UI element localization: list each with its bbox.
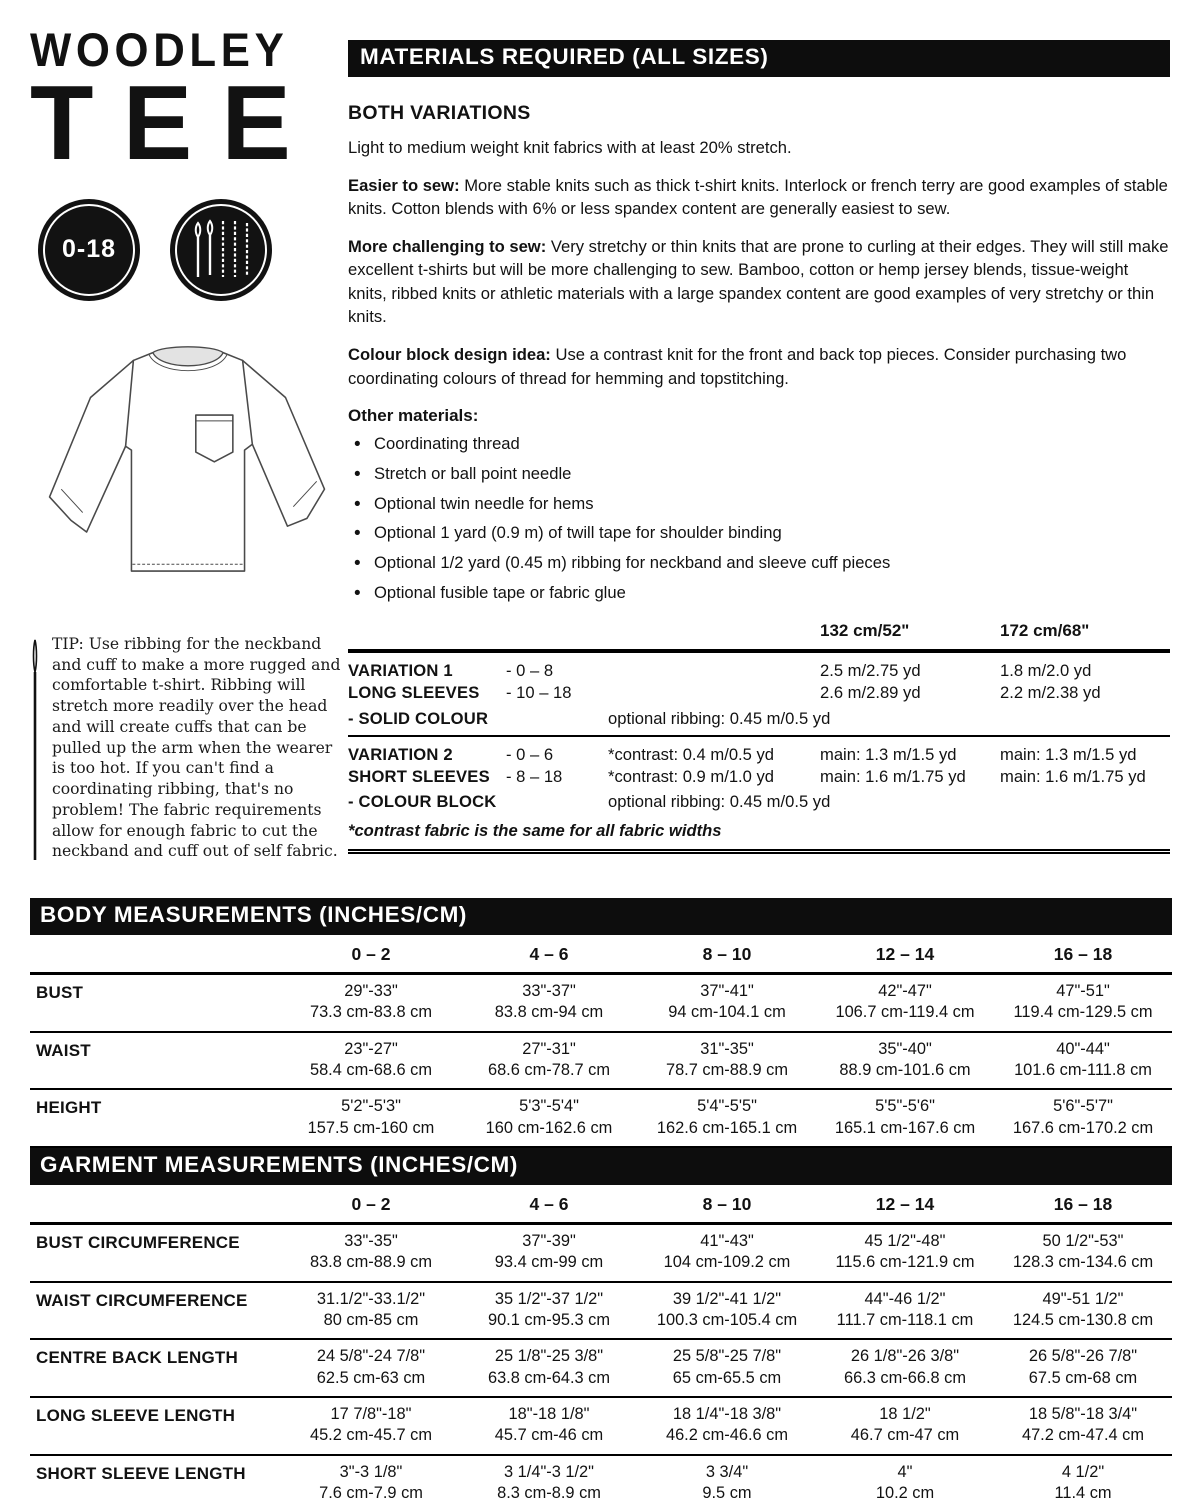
list-item: • Stretch or ball point needle <box>374 464 1170 485</box>
table-cell: 18"-18 1/8" 45.7 cm-46 cm <box>494 1404 604 1445</box>
column-header: 12 – 14 <box>875 1194 935 1214</box>
table-row-bust-circumference <box>30 1225 1172 1283</box>
garment-measurements-section <box>30 1148 1172 1500</box>
variation2-172-a: main: 1.3 m/1.5 yd <box>1000 745 1137 765</box>
variation2-block <box>348 735 1170 819</box>
list-item: • Optional 1 yard (0.9 m) of twill tape for shoulder binding <box>374 523 1170 544</box>
variation1-name: VARIATION 1 <box>348 661 453 681</box>
row-label: SHORT SLEEVE LENGTH <box>36 1463 246 1483</box>
row-label: BUST CIRCUMFERENCE <box>36 1233 240 1252</box>
table-cell: 5'6"-5'7" 167.6 cm-170.2 cm <box>1012 1097 1154 1137</box>
table-cell: 23"-27" 58.4 cm-68.6 cm <box>309 1039 433 1079</box>
colour-label: Colour block design idea: <box>348 344 551 364</box>
row-label: HEIGHT <box>36 1098 102 1118</box>
column-header: 12 – 14 <box>875 944 935 964</box>
body-measurements-header-row <box>30 935 1172 975</box>
table-cell: 33"-37" 83.8 cm-94 cm <box>494 982 604 1022</box>
table-cell: 42"-47" 106.7 cm-119.4 cm <box>835 982 975 1022</box>
table-cell: 5'5"-5'6" 165.1 cm-167.6 cm <box>834 1097 976 1137</box>
table-cell: 17 7/8"-18" 45.2 cm-45.7 cm <box>309 1404 433 1445</box>
table-cell: 31.1/2"-33.1/2" 80 cm-85 cm <box>316 1289 426 1329</box>
table-cell: 35"-40" 88.9 cm-101.6 cm <box>839 1039 971 1079</box>
table-cell: 25 1/8"-25 3/8" 63.8 cm-64.3 cm <box>487 1347 611 1387</box>
table-cell: 18 1/4"-18 3/8" 46.2 cm-46.6 cm <box>665 1404 789 1445</box>
sewing-needles-icon <box>186 215 256 285</box>
table-row-waist <box>30 1033 1172 1091</box>
column-header: 0 – 2 <box>351 944 391 964</box>
table-cell: 25 5/8"-25 7/8" 65 cm-65.5 cm <box>672 1347 782 1387</box>
variation1-ribbing: optional ribbing: 0.45 m/0.5 yd <box>608 708 831 728</box>
challenging-label: More challenging to sew: <box>348 236 547 256</box>
variation1-132-a: 2.5 m/2.75 yd <box>820 661 921 681</box>
row-label: WAIST CIRCUMFERENCE <box>36 1290 248 1310</box>
table-cell: 3 3/4" 9.5 cm <box>702 1462 752 1500</box>
table-cell: 24 5/8"-24 7/8" 62.5 cm-63 cm <box>316 1347 426 1387</box>
variation1-block <box>348 649 1170 735</box>
table-cell: 26 1/8"-26 3/8" 66.3 cm-66.8 cm <box>843 1347 967 1387</box>
variation1-172-b: 2.2 m/2.38 yd <box>1000 683 1101 703</box>
easier-text: More stable knits such as thick t-shirt knits. Interlock or french terry are good examples of stable knits. Cotton blends with 6% or less spandex content are generally easiest to sew. <box>348 175 1168 219</box>
table-cell: 5'4"-5'5" 162.6 cm-165.1 cm <box>656 1097 798 1137</box>
column-header: 16 – 18 <box>1053 944 1113 964</box>
contrast-footnote: *contrast fabric is the same for all fabric widths <box>348 820 722 840</box>
variation2-name: VARIATION 2 <box>348 745 453 765</box>
challenging-text: Very stretchy or thin knits that are prone to curling at their edges. They will still make excellent t-shirts but will be more challenging to sew. Bamboo, cotton or hemp jersey blends, tissue-weight knits, ribbed knits or athletic materials with a large spandex content are good examples of very stretchy or thin knits. <box>348 236 1169 327</box>
tshirt-illustration <box>32 325 342 592</box>
variation2-132-b: main: 1.6 m/1.75 yd <box>820 766 966 786</box>
easier-to-sew-paragraph <box>348 174 1170 221</box>
variation2-sizes-a: - 0 – 6 <box>506 745 554 765</box>
table-cell: 41"-43" 104 cm-109.2 cm <box>663 1232 791 1272</box>
variation1-solid-colour: - SOLID COLOUR <box>348 708 489 728</box>
easier-label: Easier to sew: <box>348 175 460 195</box>
table-cell: 45 1/2"-48" 115.6 cm-121.9 cm <box>835 1232 975 1272</box>
tip-box <box>30 634 350 867</box>
table-cell: 31"-35" 78.7 cm-88.9 cm <box>665 1039 789 1079</box>
table-cell: 18 1/2" 46.7 cm-47 cm <box>850 1404 960 1445</box>
column-header: 16 – 18 <box>1053 1194 1113 1214</box>
left-column <box>30 23 342 592</box>
table-cell: 3"-3 1/8" 7.6 cm-7.9 cm <box>319 1462 423 1500</box>
row-label: BUST <box>36 983 84 1002</box>
variation1-172-a: 1.8 m/2.0 yd <box>1000 661 1092 681</box>
body-measurements-title-bar: BODY MEASUREMENTS (INCHES/CM) <box>30 898 1172 935</box>
table-cell: 27"-31" 68.6 cm-78.7 cm <box>487 1039 611 1079</box>
garment-measurements-header-row <box>30 1185 1172 1225</box>
fabric-table-header-row <box>348 619 1170 649</box>
table-cell: 4 1/2" 11.4 cm <box>1054 1462 1112 1500</box>
table-row-long-sleeve-length <box>30 1398 1172 1456</box>
list-item: • Optional 1/2 yard (0.45 m) ribbing for neckband and sleeve cuff pieces <box>374 553 1170 574</box>
variation1-sizes-b: - 10 – 18 <box>506 683 572 703</box>
column-header: 0 – 2 <box>351 1194 391 1214</box>
materials-column <box>348 40 1170 854</box>
tip-text: TIP: Use ribbing for the neckband and cuff to make a more rugged and comfortable t-shirt. Ribbing will stretch more readily over the head and will create cuffs that can be pulled up the arm when the wearer is too hot. If you can't find a coordinating ribbing, that's no problem! The fabric requirements allow for enough fabric to cut the neckband and cuff out of self fabric. <box>52 635 341 861</box>
needles-badge <box>170 199 272 301</box>
challenging-paragraph <box>348 235 1170 329</box>
row-label: CENTRE BACK LENGTH <box>36 1348 238 1368</box>
variation2-contrast-b: *contrast: 0.9 m/1.0 yd <box>608 766 775 786</box>
table-cell: 49"-51 1/2" 124.5 cm-130.8 cm <box>1012 1289 1154 1329</box>
table-cell: 39 1/2"-41 1/2" 100.3 cm-105.4 cm <box>656 1289 798 1329</box>
materials-title-bar: MATERIALS REQUIRED (ALL SIZES) <box>348 40 1170 77</box>
body-measurements-section <box>30 898 1172 1148</box>
variation2-sizes-b: - 8 – 18 <box>506 766 563 786</box>
table-cell: 50 1/2"-53" 128.3 cm-134.6 cm <box>1012 1232 1154 1272</box>
variation2-contrast-a: *contrast: 0.4 m/0.5 yd <box>608 745 775 765</box>
variation1-sizes-a: - 0 – 8 <box>506 661 554 681</box>
colour-block-paragraph <box>348 343 1170 390</box>
column-header: 8 – 10 <box>702 944 752 964</box>
size-range-badge <box>38 199 140 301</box>
garment-measurements-title-bar: GARMENT MEASUREMENTS (INCHES/CM) <box>30 1148 1172 1185</box>
table-cell: 35 1/2"-37 1/2" 90.1 cm-95.3 cm <box>487 1289 611 1329</box>
needle-icon <box>30 634 40 867</box>
logo-tee: TEE <box>30 64 321 182</box>
list-item: • Coordinating thread <box>374 434 1170 455</box>
row-label: WAIST <box>36 1040 91 1060</box>
table-row-bust <box>30 975 1172 1033</box>
variation2-132-a: main: 1.3 m/1.5 yd <box>820 745 957 765</box>
table-cell: 26 5/8"-26 7/8" 67.5 cm-68 cm <box>1028 1347 1138 1387</box>
table-row-short-sleeve-length <box>30 1456 1172 1500</box>
table-cell: 3 1/4"-3 1/2" 8.3 cm-8.9 cm <box>497 1462 601 1500</box>
table-cell: 44"-46 1/2" 111.7 cm-118.1 cm <box>836 1289 974 1329</box>
size-range-label: 0-18 <box>61 235 117 264</box>
variation2-colour-block: - COLOUR BLOCK <box>348 792 497 812</box>
list-item: • Optional fusible tape or fabric glue <box>374 583 1170 604</box>
colour-text: Use a contrast knit for the front and back top pieces. Consider purchasing two coordinating colours of thread for hemming and topstitching. <box>348 344 1127 388</box>
table-row-centre-back-length <box>30 1340 1172 1398</box>
width-header-132: 132 cm/52" <box>820 621 910 641</box>
table-cell: 29"-33" 73.3 cm-83.8 cm <box>309 982 433 1022</box>
table-cell: 47"-51" 119.4 cm-129.5 cm <box>1013 982 1153 1022</box>
list-item: • Optional twin needle for hems <box>374 494 1170 515</box>
table-row-waist-circumference <box>30 1283 1172 1341</box>
variation2-172-b: main: 1.6 m/1.75 yd <box>1000 766 1146 786</box>
logo-woodley: WOODLEY <box>30 23 289 76</box>
table-cell: 40"-44" 101.6 cm-111.8 cm <box>1014 1039 1152 1079</box>
table-cell: 5'2"-5'3" 157.5 cm-160 cm <box>307 1097 435 1137</box>
both-variations-heading: BOTH VARIATIONS <box>348 102 531 124</box>
fabric-requirements-table <box>348 619 1170 853</box>
table-cell: 18 5/8"-18 3/4" 47.2 cm-47.4 cm <box>1021 1404 1145 1445</box>
variation2-ribbing: optional ribbing: 0.45 m/0.5 yd <box>608 792 831 812</box>
table-cell: 37"-41" 94 cm-104.1 cm <box>668 982 786 1022</box>
other-materials-heading: Other materials: <box>348 406 479 426</box>
stretch-paragraph: Light to medium weight knit fabrics with at least 20% stretch. <box>348 138 792 157</box>
table-cell: 5'3"-5'4" 160 cm-162.6 cm <box>485 1097 613 1137</box>
badge-row <box>38 199 342 301</box>
variation1-sleeves: LONG SLEEVES <box>348 683 480 703</box>
width-header-172: 172 cm/68" <box>1000 621 1090 641</box>
table-cell: 4" 10.2 cm <box>875 1462 935 1500</box>
variation1-132-b: 2.6 m/2.89 yd <box>820 683 921 703</box>
column-header: 4 – 6 <box>529 944 569 964</box>
row-label: LONG SLEEVE LENGTH <box>36 1405 236 1425</box>
other-materials-list <box>348 434 1170 603</box>
variation2-sleeves: SHORT SLEEVES <box>348 766 490 786</box>
column-header: 8 – 10 <box>702 1194 752 1214</box>
table-cell: 37"-39" 93.4 cm-99 cm <box>494 1232 604 1272</box>
table-row-height <box>30 1090 1172 1148</box>
column-header: 4 – 6 <box>529 1194 569 1214</box>
table-cell: 33"-35" 83.8 cm-88.9 cm <box>309 1232 433 1272</box>
fabric-table-bottom-rule <box>348 849 1170 854</box>
